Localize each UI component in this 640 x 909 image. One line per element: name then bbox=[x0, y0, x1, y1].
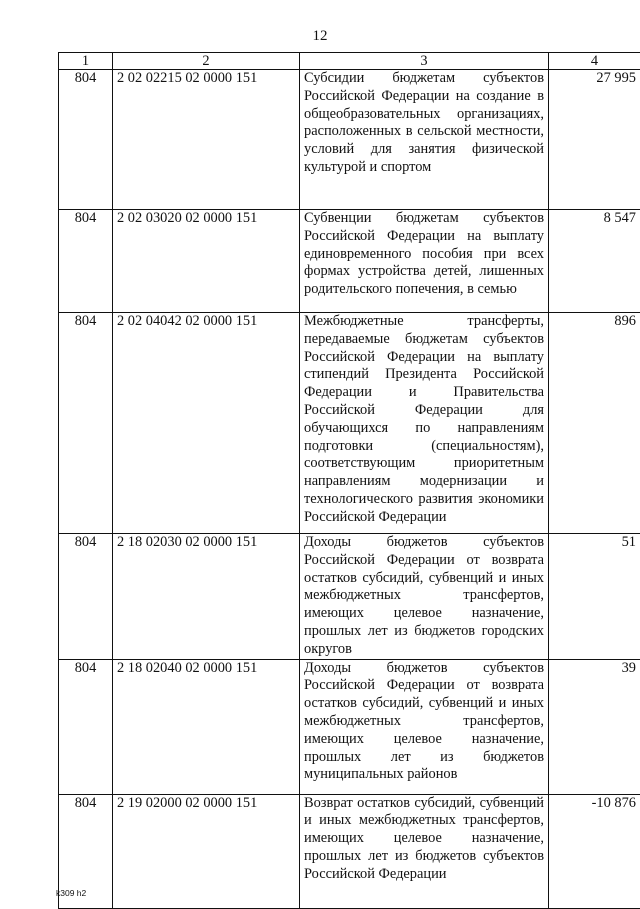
amount-cell: -10 876 bbox=[549, 794, 640, 908]
table-row bbox=[59, 313, 640, 534]
amount-cell: 8 547 bbox=[549, 210, 640, 313]
table-row bbox=[59, 210, 640, 313]
document-footer-code: k309 h2 bbox=[56, 888, 86, 898]
revenue-description-cell: Субвенции бюджетам субъектов Российской Федерации на выплату единовременного пособия при всех формах устройства детей, лишенных родительского попечения, в семью bbox=[300, 210, 549, 313]
amount-cell: 27 995 bbox=[549, 70, 640, 210]
budget-classification-code-cell: 2 02 03020 02 0000 151 bbox=[113, 210, 300, 313]
column-header-2: 2 bbox=[113, 53, 300, 70]
budget-classification-code-cell: 2 02 04042 02 0000 151 bbox=[113, 313, 300, 534]
revenue-description-cell: Возврат остатков субсидий, субвенций и иных межбюджетных трансфертов, имеющих целевое назначение, прошлых лет из бюджетов субъектов Российской Федерации bbox=[300, 794, 549, 908]
column-header-4: 4 bbox=[549, 53, 640, 70]
table-row bbox=[59, 70, 640, 210]
admin-code-cell: 804 bbox=[59, 70, 113, 210]
budget-classification-code-cell: 2 02 02215 02 0000 151 bbox=[113, 70, 300, 210]
amount-cell: 51 bbox=[549, 534, 640, 660]
table-row bbox=[59, 794, 640, 908]
admin-code-cell: 804 bbox=[59, 659, 113, 794]
page-number: 12 bbox=[0, 28, 640, 45]
revenue-description-cell: Доходы бюджетов субъектов Российской Федерации от возврата остатков субсидий, субвенций и иных межбюджетных трансфертов, имеющих целевое назначение, прошлых лет из бюджетов муниципальных районов bbox=[300, 659, 549, 794]
amount-cell: 39 bbox=[549, 659, 640, 794]
column-header-3: 3 bbox=[300, 53, 549, 70]
admin-code-cell: 804 bbox=[59, 313, 113, 534]
table-row bbox=[59, 534, 640, 660]
revenue-description-cell: Доходы бюджетов субъектов Российской Федерации от возврата остатков субсидий, субвенций и иных межбюджетных трансфертов, имеющих целевое назначение, прошлых лет из бюджетов городских округов bbox=[300, 534, 549, 660]
budget-classification-code-cell: 2 19 02000 02 0000 151 bbox=[113, 794, 300, 908]
admin-code-cell: 804 bbox=[59, 210, 113, 313]
budget-classification-code-cell: 2 18 02030 02 0000 151 bbox=[113, 534, 300, 660]
column-header-1: 1 bbox=[59, 53, 113, 70]
amount-cell: 896 bbox=[549, 313, 640, 534]
admin-code-cell: 804 bbox=[59, 794, 113, 908]
budget-revenue-table bbox=[58, 52, 640, 909]
revenue-description-cell: Межбюджетные трансферты, передаваемые бюджетам субъектов Российской Федерации на выплату стипендий Президента Российской Федерации и Правительства Российской Федерации для обучающихся по направлениям подготовки (специальностям), соответствующим приоритетным направлениям модернизации и технологического развития экономики Российской Федерации bbox=[300, 313, 549, 534]
budget-classification-code-cell: 2 18 02040 02 0000 151 bbox=[113, 659, 300, 794]
table-row bbox=[59, 659, 640, 794]
revenue-description-cell: Субсидии бюджетам субъектов Российской Федерации на создание в общеобразовательных организациях, расположенных в сельской местности, условий для занятия физической культурой и спортом bbox=[300, 70, 549, 210]
admin-code-cell: 804 bbox=[59, 534, 113, 660]
table-header-row bbox=[59, 53, 640, 70]
